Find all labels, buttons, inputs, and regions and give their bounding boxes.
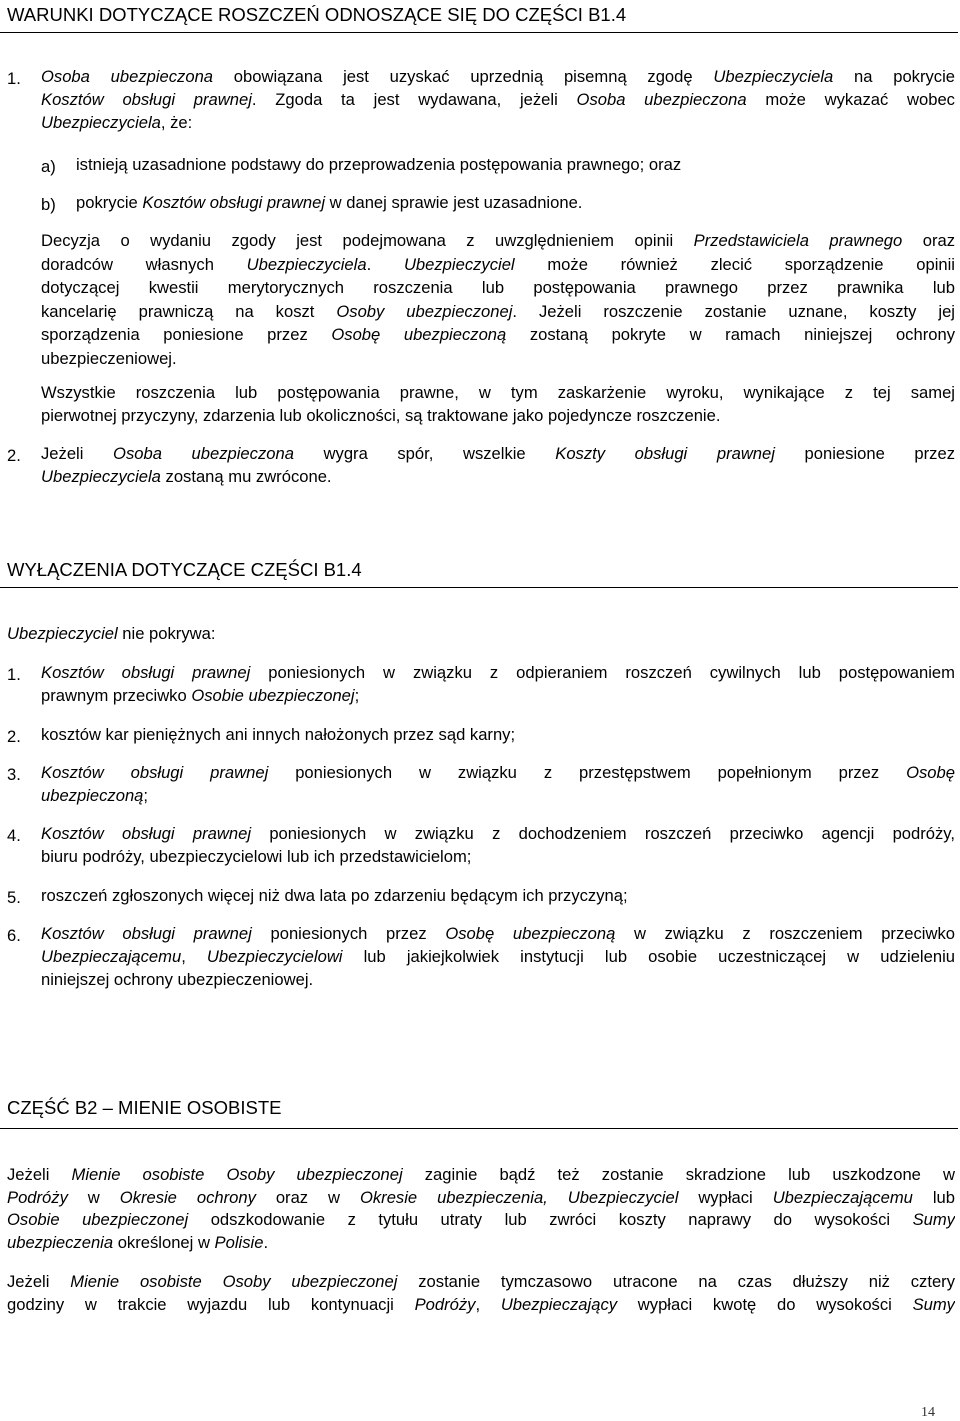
text-run: pokrycie bbox=[76, 193, 143, 212]
text-run: oraz bbox=[902, 233, 955, 250]
text-line bbox=[41, 304, 955, 324]
defined-term: ubezpieczenia bbox=[7, 1232, 114, 1252]
text-run: w związku z roszczeniem przeciwko bbox=[615, 926, 955, 943]
text-line bbox=[7, 1167, 955, 1187]
text-line bbox=[41, 92, 955, 112]
text-run: kosztów kar pieniężnych ani innych nałożonych przez sąd karny; bbox=[41, 725, 516, 744]
text-line bbox=[41, 115, 192, 132]
defined-term: Ubezpieczyciela bbox=[246, 256, 367, 274]
text-run: , bbox=[181, 949, 207, 966]
list-number: 3. bbox=[7, 765, 21, 784]
list-number: 1. bbox=[7, 665, 21, 684]
text-run: określonej w bbox=[113, 1232, 215, 1252]
text-line bbox=[7, 1274, 955, 1294]
text-line bbox=[41, 926, 955, 946]
defined-term: Ubezpieczyciel bbox=[7, 624, 118, 643]
text-run: niniejszej ochrony ubezpieczeniowej. bbox=[41, 970, 314, 989]
text-run: prawnym przeciwko bbox=[41, 686, 192, 705]
text-line bbox=[41, 446, 955, 466]
section-title-b14: WARUNKI DOTYCZĄCE ROSZCZEŃ ODNOSZĄCE SIĘ DO CZĘŚCI B1.4 bbox=[7, 4, 627, 25]
text-line bbox=[41, 280, 955, 300]
list-number: 2. bbox=[7, 446, 21, 465]
text-line bbox=[41, 665, 955, 685]
exclusions-intro bbox=[7, 626, 215, 643]
text-line bbox=[41, 949, 955, 969]
defined-term: Ubezpieczający bbox=[500, 1297, 618, 1314]
sub-item-b-text bbox=[76, 195, 582, 212]
list-number: 1. bbox=[7, 69, 21, 88]
title-rule bbox=[0, 587, 958, 588]
sub-item-a-text bbox=[76, 157, 681, 174]
defined-term: Osobie ubezpieczonej bbox=[191, 686, 355, 705]
defined-term: Ubezpieczającemu bbox=[772, 1189, 913, 1207]
defined-term: Kosztów obsługi prawnej bbox=[41, 926, 252, 943]
text-run: Jeżeli bbox=[7, 1274, 71, 1291]
defined-term: ubezpieczoną bbox=[41, 786, 144, 805]
text-line bbox=[41, 257, 955, 277]
defined-term: Osoba ubezpieczona bbox=[41, 69, 214, 86]
text-run: zostaną pokryte w ramach niniejszej ochrony bbox=[506, 327, 955, 344]
text-run: Wszystkie roszczenia lub postępowania prawne, w tym zaskarżenie wyroku, wynikające z tej samej bbox=[41, 385, 955, 402]
text-run: sporządzenia poniesione przez bbox=[41, 327, 332, 344]
section-title-b2: CZĘŚĆ B2 – MIENIE OSOBISTE bbox=[7, 1097, 282, 1118]
text-run: Jeżeli bbox=[7, 1167, 72, 1184]
text-line bbox=[41, 385, 955, 405]
text-run: na pokrycie bbox=[833, 69, 955, 86]
defined-term: Osobę ubezpieczoną bbox=[331, 327, 507, 344]
defined-term: Mienie osobiste Osoby ubezpieczonej bbox=[70, 1274, 398, 1291]
text-run: wygra spór, wszelkie bbox=[293, 446, 556, 463]
defined-term: Polisie bbox=[214, 1232, 264, 1252]
text-run: poniesionych w związku z dochodzeniem roszczeń przeciwko agencji podróży, bbox=[251, 826, 955, 843]
text-run: ; bbox=[143, 786, 149, 805]
defined-term: Osobie ubezpieczonej bbox=[7, 1212, 189, 1229]
text-run: istnieją uzasadnione podstawy do przeprowadzenia postępowania prawnego; oraz bbox=[76, 155, 682, 174]
text-line bbox=[41, 788, 148, 805]
defined-term: Ubezpieczyciela bbox=[713, 69, 834, 86]
text-line bbox=[7, 1212, 955, 1232]
defined-term: Ubezpieczyciel bbox=[403, 256, 515, 274]
text-line bbox=[41, 348, 177, 368]
text-run: nie pokrywa: bbox=[117, 624, 216, 643]
text-run: w bbox=[67, 1189, 120, 1207]
title-rule bbox=[0, 1128, 958, 1129]
text-line bbox=[41, 888, 628, 905]
text-run: w danej sprawie jest uzasadnione. bbox=[325, 193, 583, 212]
text-run: . Zgoda ta jest wydawana, jeżeli bbox=[251, 92, 577, 109]
text-run: ubezpieczeniowej. bbox=[41, 348, 177, 368]
text-run: oraz w bbox=[255, 1189, 360, 1207]
text-run: pierwotnej przyczyny, zdarzenia lub okoliczności, są traktowane jako pojedyncze roszczenie. bbox=[41, 406, 721, 425]
text-run: Decyzja o wydaniu zgody jest podejmowana z uwzględnieniem opinii bbox=[41, 233, 694, 250]
defined-term: Osobę bbox=[906, 765, 955, 782]
sub-label-b: b) bbox=[41, 195, 56, 214]
text-line bbox=[7, 1190, 955, 1210]
defined-term: Ubezpieczyciela bbox=[41, 467, 161, 486]
text-run: zostaną mu zwrócone. bbox=[160, 467, 332, 486]
title-rule bbox=[0, 32, 958, 33]
sub-label-a: a) bbox=[41, 157, 56, 176]
defined-term: Osoba ubezpieczona bbox=[576, 92, 747, 109]
text-line bbox=[7, 1232, 269, 1252]
defined-term: Sumy bbox=[912, 1297, 955, 1314]
page-number: 14 bbox=[921, 1405, 935, 1420]
text-run: może również zlecić sporządzenie opinii bbox=[514, 256, 955, 274]
list-number: 4. bbox=[7, 826, 21, 845]
defined-term: Podróży bbox=[414, 1297, 476, 1314]
text-run: odszkodowanie z tytułu utraty lub zwróci koszty naprawy do wysokości bbox=[188, 1212, 913, 1229]
text-line bbox=[41, 69, 955, 89]
defined-term: Okresie ubezpieczenia, Ubezpieczyciel bbox=[359, 1189, 679, 1207]
text-run: lub bbox=[912, 1189, 955, 1207]
text-line bbox=[41, 233, 955, 253]
defined-term: Kosztów obsługi prawnej bbox=[41, 92, 252, 109]
defined-term: Osoba ubezpieczona bbox=[113, 446, 294, 463]
defined-term: Okresie ochrony bbox=[119, 1189, 256, 1207]
text-run: obowiązana jest uzyskać uprzednią pisemną zgodę bbox=[213, 69, 714, 86]
defined-term: Podróży bbox=[7, 1189, 68, 1207]
text-run: . bbox=[366, 256, 404, 274]
text-run: zostanie tymczasowo utracone na czas dłuższy niż cztery bbox=[397, 1274, 955, 1291]
list-number: 6. bbox=[7, 926, 21, 945]
text-run: , bbox=[475, 1297, 501, 1314]
text-run: poniesionych przez bbox=[251, 926, 446, 943]
defined-term: Kosztów obsługi prawnej bbox=[41, 665, 251, 682]
text-line bbox=[41, 765, 955, 785]
defined-term: Sumy bbox=[912, 1212, 955, 1229]
text-line bbox=[41, 849, 471, 866]
text-run: zaginie bądź też zostanie skradzione lub uszkodzone w bbox=[402, 1167, 955, 1184]
text-run: poniesionych w związku z przestępstwem popełnionym przez bbox=[268, 765, 907, 782]
defined-term: Mienie osobiste Osoby ubezpieczonej bbox=[71, 1167, 403, 1184]
text-line bbox=[41, 408, 720, 425]
text-run: poniesionych w związku z odpieraniem roszczeń cywilnych lub postępowaniem bbox=[250, 665, 955, 682]
defined-term: Osobę ubezpieczoną bbox=[445, 926, 616, 943]
defined-term: Kosztów obsługi prawnej bbox=[142, 193, 326, 212]
defined-term: Kosztów obsługi prawnej bbox=[41, 826, 252, 843]
text-run: dotyczącej kwestii merytorycznych roszczenia lub postępowania prawnego przez prawnika lub bbox=[41, 280, 955, 297]
text-run: wypłaci kwotę do wysokości bbox=[617, 1297, 913, 1314]
text-run: kancelarię prawniczą na koszt bbox=[41, 303, 337, 321]
text-line bbox=[41, 826, 955, 846]
text-line bbox=[41, 727, 515, 744]
text-line bbox=[7, 1297, 955, 1317]
defined-term: Osoby ubezpieczonej bbox=[336, 303, 513, 321]
text-run: godziny w trakcie wyjazdu lub kontynuacji bbox=[7, 1297, 415, 1314]
defined-term: Ubezpieczającemu bbox=[41, 949, 182, 966]
defined-term: Koszty obsługi prawnej bbox=[555, 446, 775, 463]
text-run: doradców własnych bbox=[41, 256, 247, 274]
text-run: może wykazać wobec bbox=[746, 92, 955, 109]
defined-term: Przedstawiciela prawnego bbox=[693, 233, 903, 250]
list-number: 2. bbox=[7, 727, 21, 746]
text-run: Jeżeli bbox=[41, 446, 114, 463]
defined-term: Ubezpieczyciela bbox=[41, 113, 161, 132]
text-line bbox=[41, 688, 359, 705]
text-line bbox=[41, 327, 955, 347]
list-number: 5. bbox=[7, 888, 21, 907]
text-run: poniesione przez bbox=[774, 446, 955, 463]
text-run: . bbox=[263, 1232, 269, 1252]
text-run: ; bbox=[354, 686, 360, 705]
section-title-exclusions: WYŁĄCZENIA DOTYCZĄCE CZĘŚCI B1.4 bbox=[7, 559, 362, 580]
defined-term: Ubezpieczycielowi bbox=[206, 949, 343, 966]
text-run: . Jeżeli roszczenie zostanie uznane, koszty jej bbox=[512, 303, 955, 321]
text-line bbox=[41, 469, 332, 486]
text-line bbox=[41, 972, 313, 989]
text-run: , że: bbox=[160, 113, 193, 132]
text-run: biuru podróży, ubezpieczycielowi lub ich przedstawicielom; bbox=[41, 847, 472, 866]
text-run: wypłaci bbox=[678, 1189, 773, 1207]
defined-term: Kosztów obsługi prawnej bbox=[41, 765, 269, 782]
text-run: lub jakiejkolwiek instytucji lub osobie uczestniczącej w udzieleniu bbox=[342, 949, 955, 966]
text-run: roszczeń zgłoszonych więcej niż dwa lata po zdarzeniu będącym ich przyczyną; bbox=[41, 886, 628, 905]
